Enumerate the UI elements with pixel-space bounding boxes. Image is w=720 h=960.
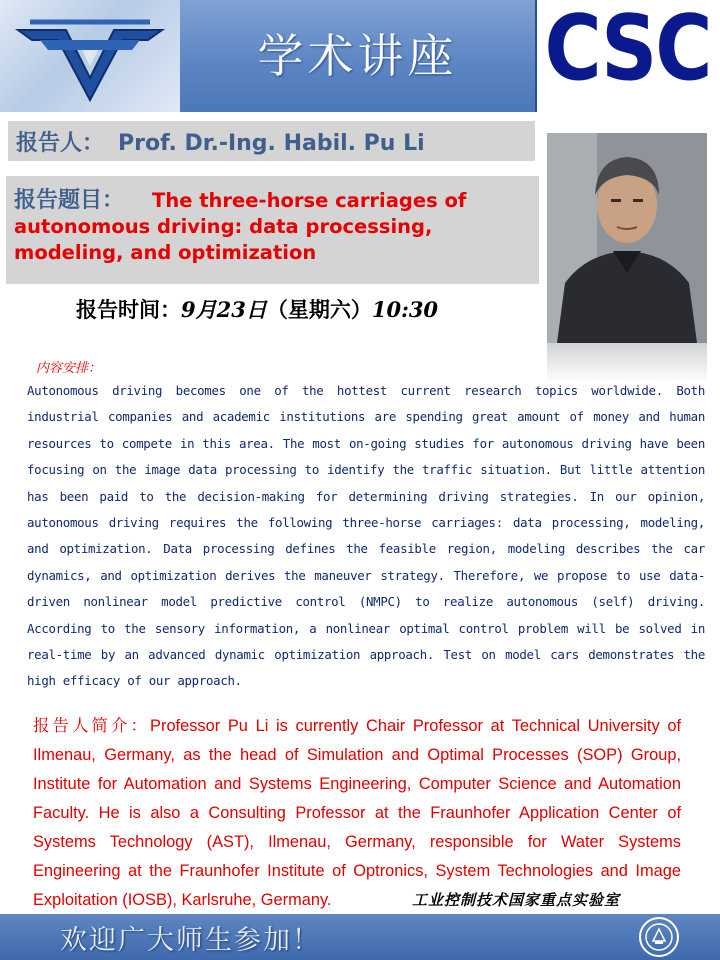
abstract-text: Autonomous driving becomes one of the hottest current research topics worldwide. Both industrial companies and academic institutions are spending great amount of money and human resources to compete in this area. The most on-going studies for autonomous driving have been focusing on the image data processing to identify the traffic situation. But little attention has been paid to the decision-making for determining driving strategies. In our opinion, autonomous driving requires the following three-horse carriages: data processing, modeling, and optimization. Data processing defines the feasible region, modeling describes the car dynamics, and optimization derives the maneuver strategy. Therefore, we propose to use data-driven nonlinear model predictive control (NMPC) to realize autonomous (self) driving. According to the sensory information, a nonlinear optimal control problem will be solved in real-time by an advanced dynamic optimization approach. Test on model cars demonstrates the high efficacy of our approach. — [27, 383, 705, 689]
topic-title: The three-horse carriages of autonomous driving: data processing, modeling, and optimization — [14, 189, 467, 264]
photo-reflection — [547, 343, 707, 383]
time-weekday: （星期六） — [266, 297, 372, 322]
topic-block — [14, 188, 536, 266]
university-seal-icon — [639, 917, 679, 957]
speaker-bio — [33, 712, 681, 915]
csc-logo: CSC — [544, 0, 711, 101]
speaker-name: Prof. Dr.-Ing. Habil. Pu Li — [118, 131, 425, 156]
talk-time — [76, 294, 438, 324]
lab-name: 工业控制技术国家重点实验室 — [412, 891, 621, 909]
welcome-message: 欢迎广大师生参加！ — [60, 925, 321, 956]
bio-text: Professor Pu Li is currently Chair Professor at Technical University of Ilmenau, Germany, as the head of Simulation and Optimal Processes (SOP) Group, Institute for Automation and Systems Engineering, Computer Science and Automation Faculty. He is also a Consulting Professor at the Fraunhofer Application Center of Systems Technology (AST), Ilmenau, Germany, responsible for Water Systems Engineering at the Fraunhofer Institute of Optronics, System Technologies and Image Exploitation (IOSB), Karlsruhe, Germany. — [33, 717, 682, 909]
university-logo-icon — [0, 0, 180, 112]
topic-label: 报告题目： — [14, 188, 125, 213]
time-label: 报告时间： — [76, 297, 181, 322]
speaker-line — [16, 126, 425, 157]
bio-label: 报告人简介： — [33, 717, 151, 735]
speaker-photo — [547, 133, 707, 343]
page-title: 学术讲座 — [257, 29, 458, 83]
seal-emblem-icon — [641, 919, 677, 955]
header-logo-panel — [0, 0, 180, 112]
speaker-label: 报告人： — [16, 131, 105, 156]
content-heading: 内容安排： — [36, 361, 102, 376]
time-clock: 10:30 — [371, 297, 439, 322]
time-date: 9月23日 — [181, 297, 267, 322]
speaker-portrait-icon — [547, 133, 707, 343]
